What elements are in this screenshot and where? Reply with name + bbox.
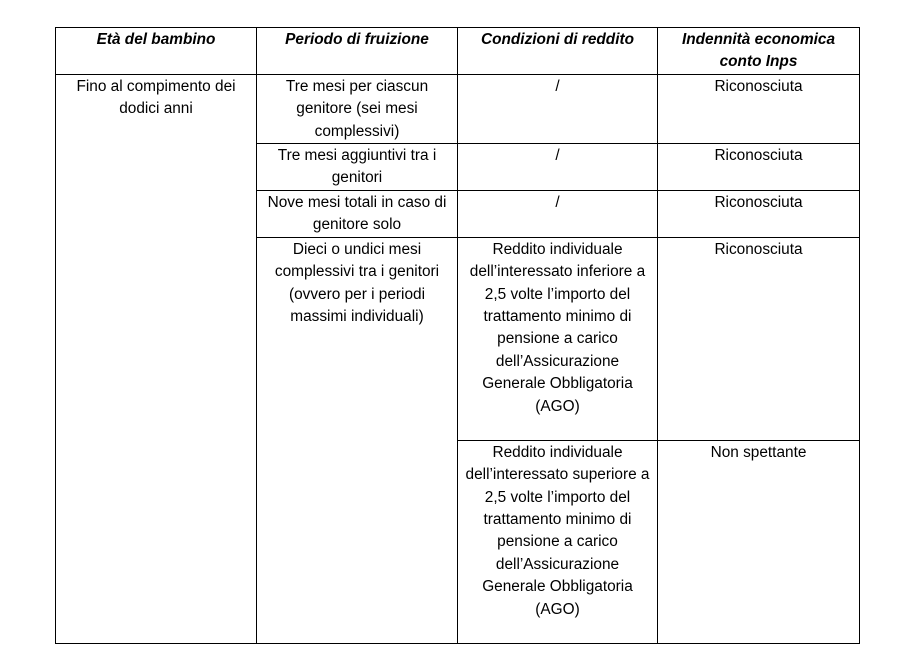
header-income-conditions: Condizioni di reddito — [458, 28, 658, 75]
child-age-cell: Fino al compimento dei dodici anni — [56, 74, 257, 643]
header-usage-period: Periodo di fruizione — [257, 28, 458, 75]
income-cell: Reddito individuale dell’interessato superiore a 2,5 volte l’importo del trattamento minimo di pensione a carico dell’Assicurazione Generale Obbligatoria (AGO) — [458, 440, 658, 643]
period-cell: Tre mesi per ciascun genitore (sei mesi complessivi) — [257, 74, 458, 143]
period-cell: Dieci o undici mesi complessivi tra i genitori (ovvero per i periodi massimi individuali) — [257, 237, 458, 643]
income-cell: Reddito individuale dell’interessato inferiore a 2,5 volte l’importo del trattamento minimo di pensione a carico dell’Assicurazione Generale Obbligatoria (AGO) — [458, 237, 658, 440]
allowance-cell: Non spettante — [658, 440, 860, 643]
header-child-age: Età del bambino — [56, 28, 257, 75]
table-row — [56, 74, 860, 143]
allowance-cell: Riconosciuta — [658, 237, 860, 440]
parental-leave-table — [55, 27, 860, 644]
table-header-row — [56, 28, 860, 75]
income-cell: / — [458, 144, 658, 191]
income-cell: / — [458, 190, 658, 237]
allowance-cell: Riconosciuta — [658, 74, 860, 143]
period-cell: Nove mesi totali in caso di genitore solo — [257, 190, 458, 237]
allowance-cell: Riconosciuta — [658, 144, 860, 191]
header-inps-allowance: Indennità economica conto Inps — [658, 28, 860, 75]
period-cell: Tre mesi aggiuntivi tra i genitori — [257, 144, 458, 191]
income-cell: / — [458, 74, 658, 143]
allowance-cell: Riconosciuta — [658, 190, 860, 237]
